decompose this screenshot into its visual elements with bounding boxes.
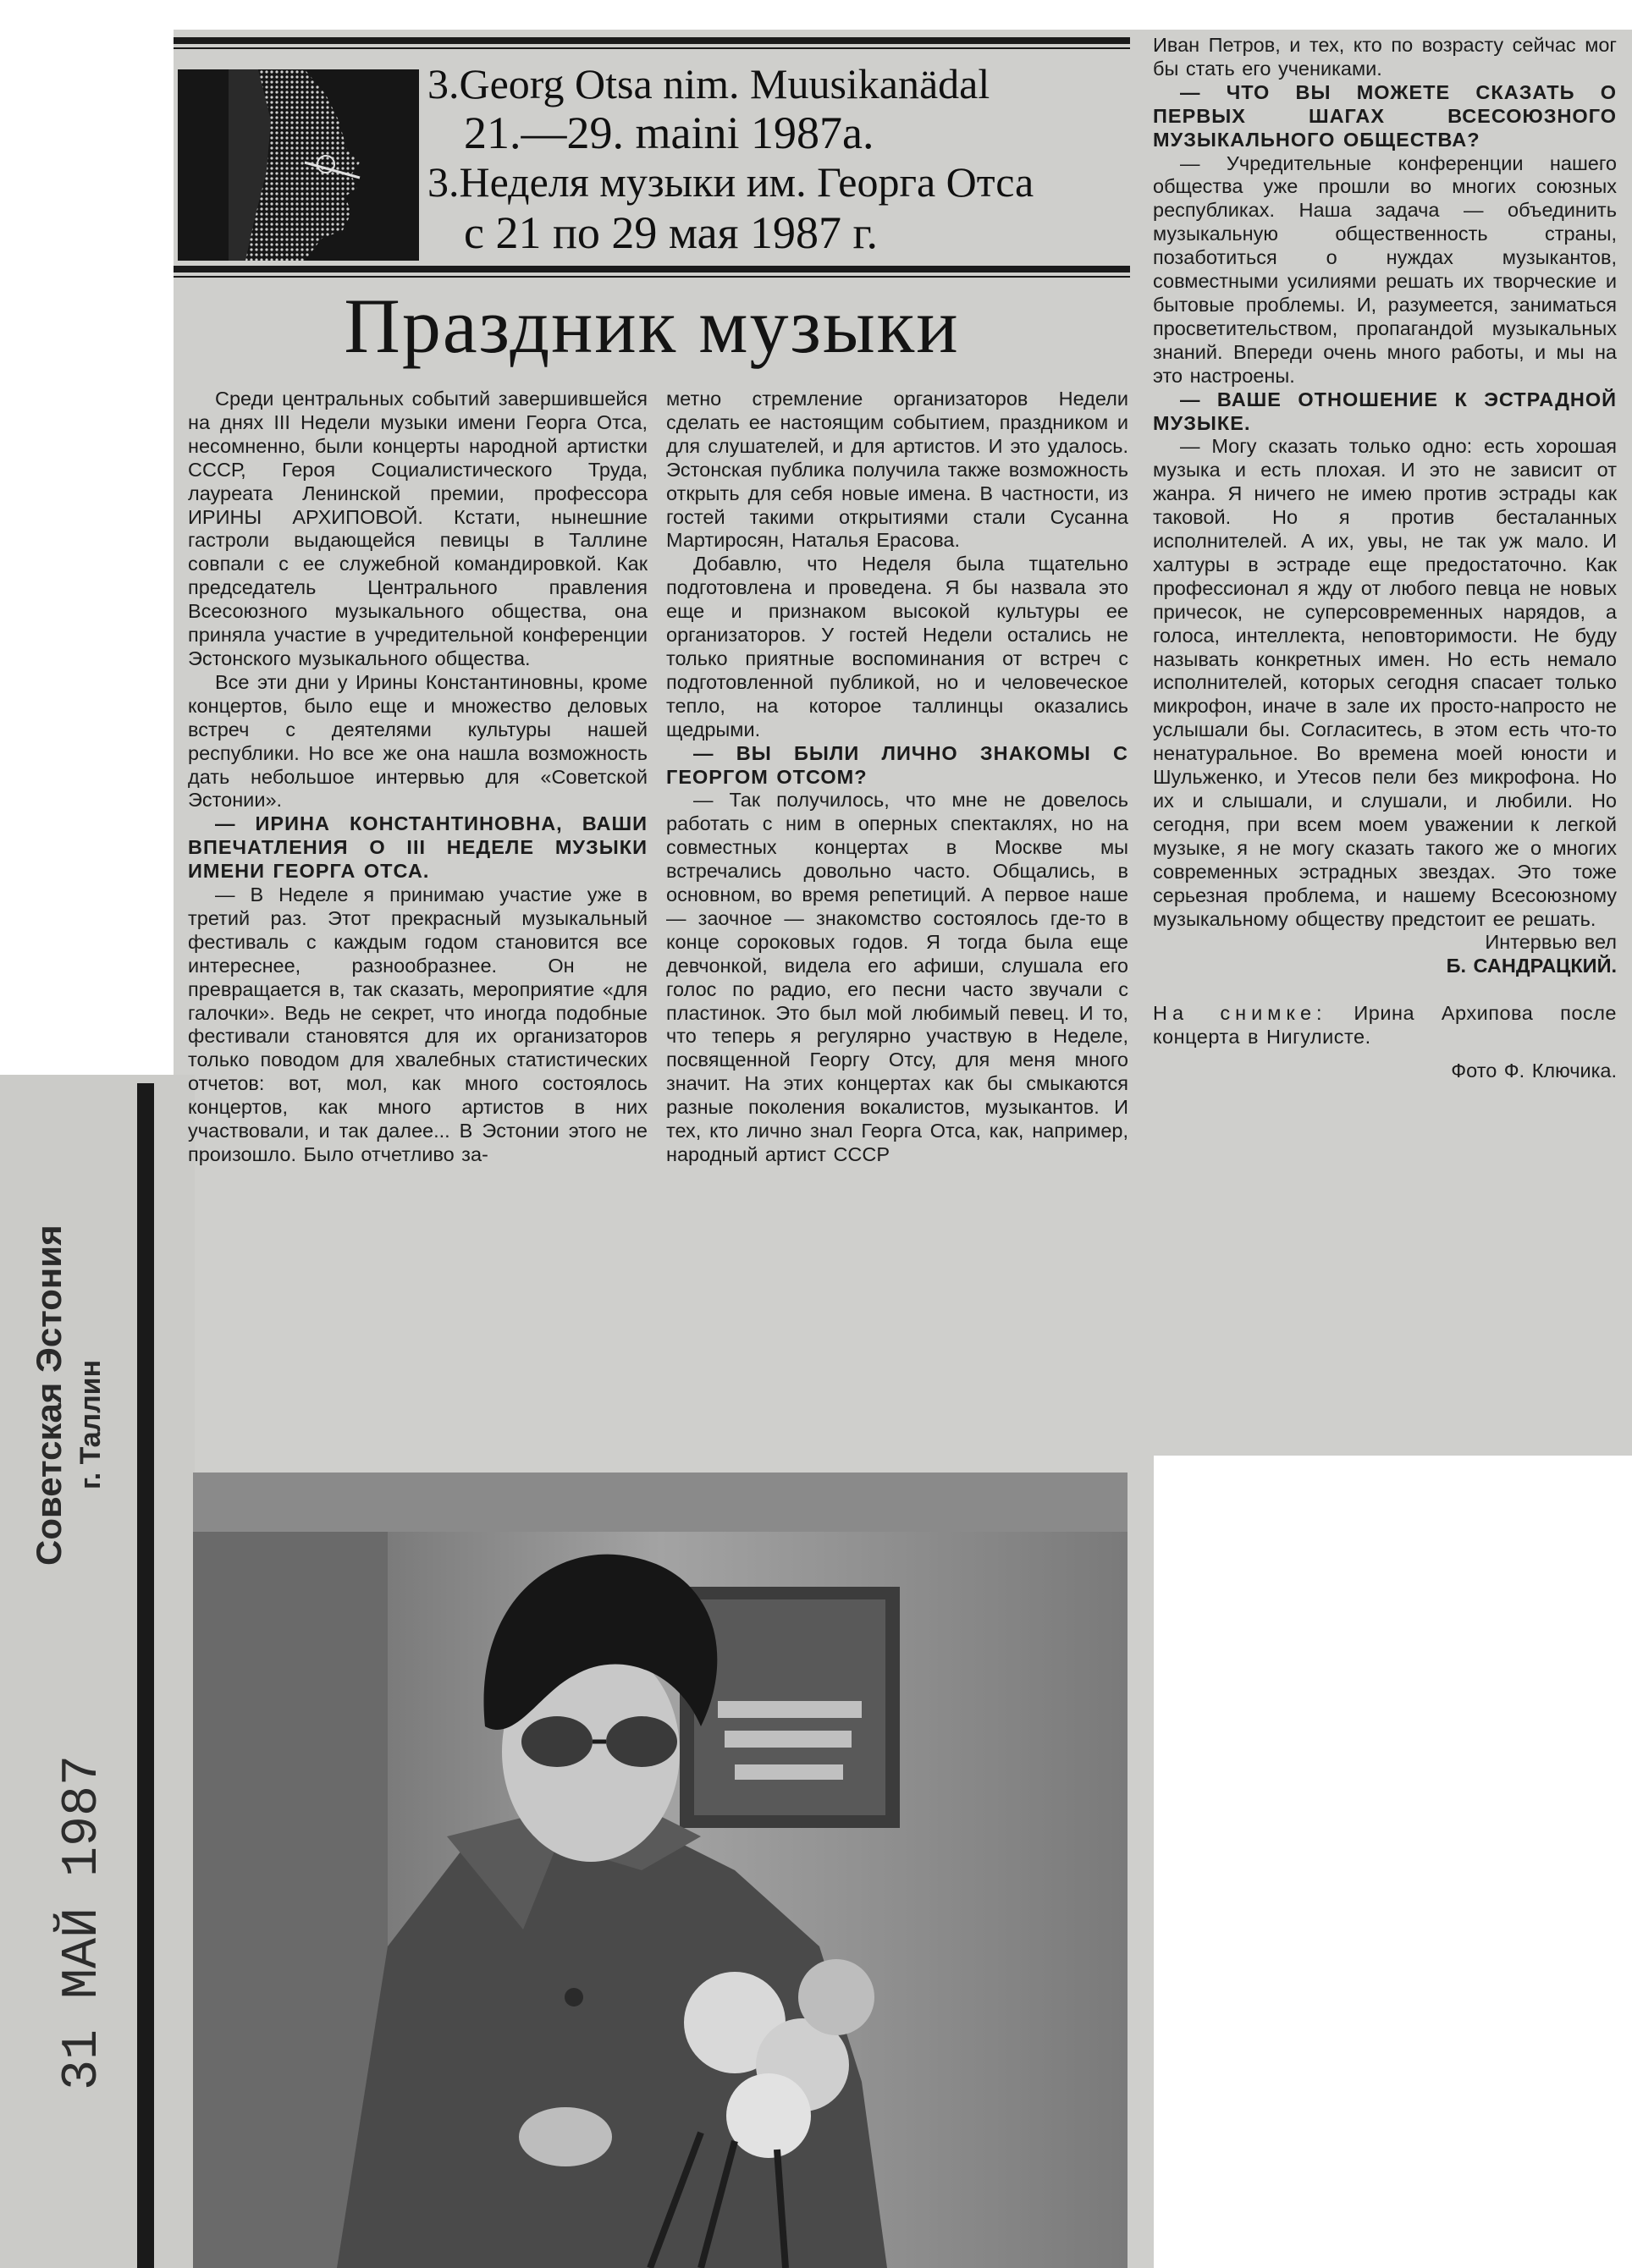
photo-caption-lead: На снимке: — [1153, 1002, 1327, 1025]
col1-paragraph-meetings: Все эти дни у Ирины Константиновны, кроме концертов, было еще и множество деловых встреч с деятелями культуры нашей республики. Но все же она нашла возможность дать небольшое интервью для «Советской Эстонии». — [188, 670, 648, 812]
byline-author: Б. САНДРАЦКИЙ. — [1446, 955, 1617, 977]
interview-question-4: — ВАШЕ ОТНОШЕНИЕ К ЭСТРАДНОЙ МУЗЫКЕ. — [1153, 388, 1617, 434]
photo-caption — [1153, 1002, 1617, 1049]
article-photograph — [193, 1473, 1128, 2268]
top-rule — [174, 37, 1130, 44]
interview-answer-2: — Так получилось, что мне не довелось работать с ним в оперных спектаклях, но на совместных концертах в Москве мы встречались довольно часто. Общались, в основном, во время репетиций. А первое наше — заочное — знакомство состоялось где-то в конце сороковых годов. Я тогда была еще девчонкой, видела его афиши, слушала его голос по радио, его песни часто звучали с пластинок. Это был мой любимый певец. И то, что теперь я регулярно участвую в Неделе, посвященной Георгу Отсу, для меня много значит. На этих концертах как бы смыкаются разные поколения вокалистов, музыкантов. И тех, кто лично знал Георга Отса, как, например, народный артист СССР — [666, 789, 1128, 1165]
article-column-2 — [666, 388, 1128, 1167]
clipping-newspaper-name: Советская Эстония — [29, 1225, 69, 1566]
article-headline: Праздник музыки — [344, 283, 960, 369]
photo-caption-text: Ирина Архипова после концерта в Нигулисте. — [1153, 1002, 1618, 1049]
interview-answer-3: — Учредительные конференции нашего общества уже прошли во многих союзных республиках. Наша задача — объединить музыкальную общественность страны, позаботиться о нуждах музыкантов, совместными усилиями решать их творческие и бытовые проблемы. И, разумеется, заниматься просветительством, пропагандой музыкальных знаний. Впереди очень много работы, и мы на это настроены. — [1153, 151, 1617, 387]
interview-answer-1-start: — В Неделе я принимаю участие уже в третий раз. Этот прекрасный музыкальный фестиваль с каждым годом становится все интереснее, разнообразнее. Он не превращается в, так сказать, мероприятие «для галочки». Ведь не секрет, что иногда подобные фестивали становятся для их организаторов только поводом для хвалебных статистических отчетов: вот, мол, как много состоялось концертов, как много артистов в них участвовали, и так далее... В Эстонии этого не произошло. Было отчетливо за- — [188, 884, 648, 1165]
photo-credit: Фото Ф. Ключика. — [1451, 1060, 1617, 1082]
clipping-date-stamp: 31 МАЙ 1987 — [54, 1754, 112, 2090]
header-bottom-rule — [174, 266, 1130, 272]
clipping-city: г. Таллин — [74, 1359, 107, 1489]
masthead-line-estonian-title: 3.Georg Otsa nim. Muusikanädal — [427, 60, 990, 107]
col1-paragraph-intro: Среди центральных событий завершившейся на днях III Недели музыки имени Георга Отса, несомненно, были концерты народной артистки СССР, Героя Социалистического Труда, лауреата Ленинской премии, профессора ИРИНЫ АРХИПОВОЙ. Кстати, нынешние гастроли выдающейся певицы в Таллине совпали с ее служебной командировкой. Как председатель Центрального правления Всесоюзного музыкального общества, она приняла участие в учредительной конференции Эстонского музыкального общества. — [188, 388, 648, 669]
col2-paragraph-preparation: Добавлю, что Неделя была тщательно подготовлена и проведена. Я бы назвала это еще и признаком высокой культуры ее организаторов. У гостей Недели остались не только приятные воспоминания от встреч с подготовленной публикой, но и человеческое тепло, на которое таллинцы оказались щедрыми. — [666, 553, 1128, 740]
masthead-portrait-image — [178, 69, 419, 261]
header-bottom-rule-thin — [174, 276, 1130, 278]
masthead-line-russian-dates: с 21 по 29 мая 1987 г. — [464, 207, 879, 258]
masthead-line-estonian-dates: 21.—29. maini 1987a. — [464, 107, 874, 158]
masthead-line-russian-title: 3.Неделя музыки им. Георга Отса — [427, 158, 1034, 206]
col2-paragraph-continuation: метно стремление организаторов Недели сделать ее настоящим событием, праздником и для слушателей, и для артистов. И это удалось. Эстонская публика получила также возможность открыть для себя новые имена. В частности, из гостей такими открытиями стали Сусанна Мартиросян, Наталья Ерасова. — [666, 388, 1128, 552]
clipping-strip-border — [137, 1083, 154, 2268]
interview-answer-4: — Могу сказать только одно: есть хорошая музыка и есть плохая. И это не зависит от жанра. Я ничего не имею против эстрады как таковой. Но я против бесталанных исполнителей. А их, увы, не так уж мало. И халтуры в эстраде еще предостаточно. Как профессионал я жду от любого певца не новых причесок, не суперсовременных нарядов, а голоса, интеллекта, неповторимости. Не буду называть конкретных имен. Но есть немало исполнителей, которых сегодня спасает только микрофон, иначе в зале их просто-напросто не услышали бы. Согласитесь, в этом есть что-то ненатуральное. Во времена моей юности и Шульженко, и Утесов пели без микрофона. Но их и слышали, и слушали, и любили. Но сегодня, при всем моем уважении к легкой музыке, я не могу сказать такого же о многих современных эстрадных звездах. Это тоже серьезная проблема, и нашему Всесоюзному музыкальному обществу предстоит ее решать. — [1153, 435, 1617, 930]
byline-label: Интервью вел — [1485, 931, 1617, 954]
interview-question-3: — ЧТО ВЫ МОЖЕТЕ СКАЗАТЬ О ПЕРВЫХ ШАГАХ ВСЕСОЮЗНОГО МУЗЫКАЛЬНОГО ОБЩЕСТВА? — [1153, 80, 1617, 151]
article-column-3 — [1153, 34, 1617, 1083]
interview-question-2: — ВЫ БЫЛИ ЛИЧНО ЗНАКОМЫ С ГЕОРГОМ ОТСОМ? — [666, 741, 1128, 788]
col3-paragraph-continuation: Иван Петров, и тех, кто по возрасту сейчас мог бы стать его учениками. — [1153, 34, 1617, 80]
article-column-1 — [188, 388, 648, 1167]
interview-question-1: — ИРИНА КОНСТАНТИНОВНА, ВАШИ ВПЕЧАТЛЕНИЯ О III НЕДЕЛЕ МУЗЫКИ ИМЕНИ ГЕОРГА ОТСА. — [188, 812, 648, 883]
top-rule-thin — [174, 47, 1130, 49]
